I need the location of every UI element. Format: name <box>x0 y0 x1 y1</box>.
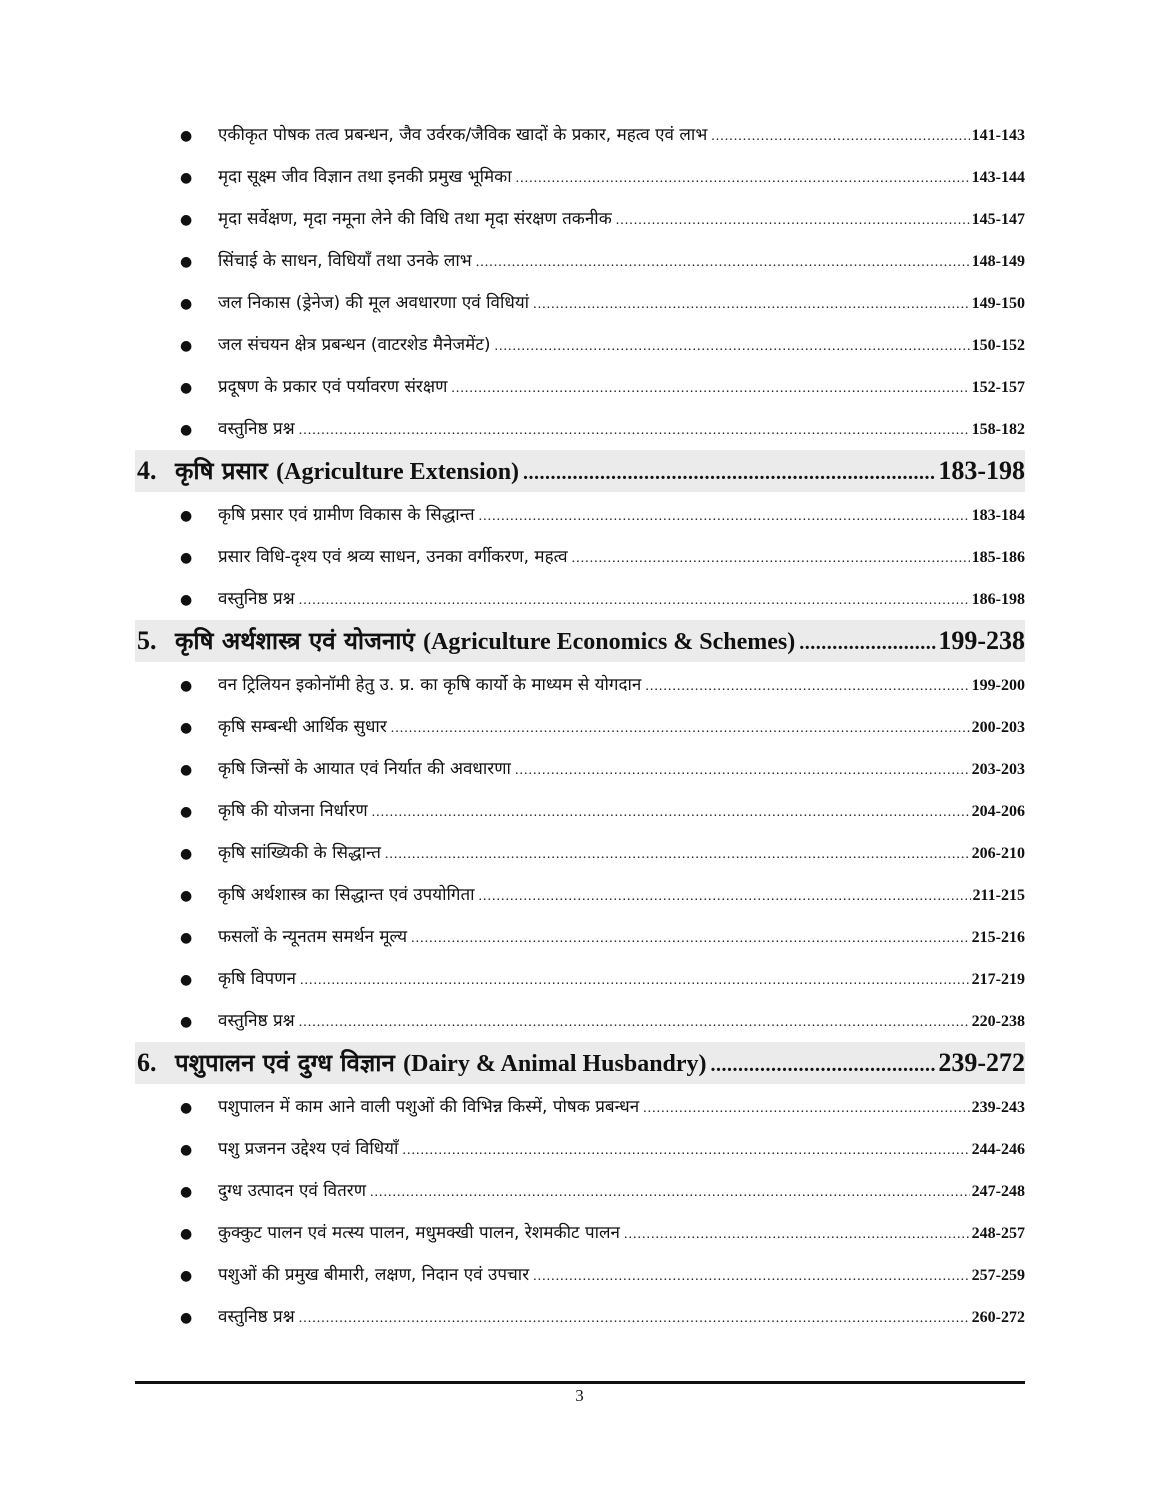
section-title <box>175 1042 711 1085</box>
page-range: 185-186 <box>971 549 1025 566</box>
entry-title: प्रसार विधि-दृश्य एवं श्रव्य साधन, उनका वर्गीकरण, महत्व <box>218 547 568 567</box>
leader-dots <box>372 792 970 834</box>
toc-entry[interactable] <box>135 494 1025 536</box>
page-range: 141-143 <box>971 127 1025 144</box>
section-title-hindi: पशुपालन एवं दुग्ध विज्ञान <box>175 1049 395 1077</box>
page-range: 244-246 <box>971 1141 1025 1158</box>
leader-dots <box>515 750 970 792</box>
entry-title: पशुओं की प्रमुख बीमारी, लक्षण, निदान एवं उपचार <box>218 1265 530 1285</box>
section-title <box>175 620 799 663</box>
bullet-icon: ● <box>180 1226 193 1242</box>
leader-dots <box>479 876 971 918</box>
toc-entry[interactable] <box>135 240 1025 282</box>
entry-title: कुक्कुट पालन एवं मत्स्य पालन, मधुमक्खी पालन, रेशमकीट पालन <box>218 1223 620 1243</box>
section-title-english: (Agriculture Extension) <box>276 459 520 485</box>
toc-entry[interactable] <box>135 578 1025 620</box>
section-title-hindi: कृषि अर्थशास्त्र एवं योजनाएं <box>175 627 415 655</box>
bullet-icon: ● <box>180 422 193 438</box>
bullet-icon: ● <box>180 1100 193 1116</box>
section-number: 4. <box>137 456 157 485</box>
leader-dots <box>299 580 970 622</box>
section-title-hindi: कृषि प्रसार <box>175 457 268 485</box>
leader-dots <box>479 496 970 538</box>
bullet-icon: ● <box>180 550 193 566</box>
leader-dots <box>411 918 970 960</box>
table-of-contents <box>135 114 1025 1338</box>
toc-entry[interactable] <box>135 156 1025 198</box>
page-range: 152-157 <box>971 379 1025 396</box>
section-heading[interactable] <box>135 450 1025 492</box>
page-range: 239-243 <box>971 1099 1025 1116</box>
bullet-icon: ● <box>180 1310 193 1326</box>
bullet-icon: ● <box>180 212 193 228</box>
leader-dots <box>616 200 970 242</box>
page-range: 215-216 <box>971 929 1025 946</box>
leader-dots <box>476 242 970 284</box>
page-range: 149-150 <box>971 295 1025 312</box>
bullet-icon: ● <box>180 930 193 946</box>
bullet-icon: ● <box>180 1014 193 1030</box>
section-title <box>175 450 523 493</box>
leader-dots <box>711 1044 937 1086</box>
section-number: 6. <box>137 1048 157 1077</box>
bullet-icon: ● <box>180 380 193 396</box>
bullet-icon: ● <box>180 888 193 904</box>
leader-dots <box>516 158 970 200</box>
bullet-icon: ● <box>180 804 193 820</box>
toc-entry[interactable] <box>135 874 1025 916</box>
page-range: 183-184 <box>971 507 1025 524</box>
entry-title: कृषि विपणन <box>218 969 296 989</box>
leader-dots <box>523 452 936 494</box>
section-number: 5. <box>137 626 157 655</box>
page-range: 204-206 <box>971 803 1025 820</box>
bullet-icon: ● <box>180 1268 193 1284</box>
page-range: 143-144 <box>971 169 1025 186</box>
entry-title: फसलों के न्यूनतम समर्थन मूल्य <box>218 927 408 947</box>
toc-entry[interactable] <box>135 282 1025 324</box>
bullet-icon: ● <box>180 972 193 988</box>
entry-title: प्रदूषण के प्रकार एवं पर्यावरण संरक्षण <box>218 377 448 397</box>
toc-entry[interactable] <box>135 1296 1025 1338</box>
entry-title: कृषि सांख्यिकी के सिद्धान्त <box>218 843 381 863</box>
section-heading[interactable] <box>135 620 1025 662</box>
entry-title: वस्तुनिष्ठ प्रश्न <box>218 419 295 439</box>
leader-dots <box>451 368 969 410</box>
leader-dots <box>711 116 969 158</box>
toc-entry[interactable] <box>135 664 1025 706</box>
entry-title: कृषि सम्बन्धी आर्थिक सुधार <box>218 717 387 737</box>
page-range: 148-149 <box>971 253 1025 270</box>
leader-dots <box>643 1088 970 1130</box>
leader-dots <box>370 1172 970 1214</box>
section-title-english: (Dairy & Animal Husbandry) <box>403 1051 707 1077</box>
page-range: 183-198 <box>938 456 1025 485</box>
entry-title: वस्तुनिष्ठ प्रश्न <box>218 589 295 609</box>
section-heading[interactable] <box>135 1042 1025 1084</box>
toc-entry[interactable] <box>135 1254 1025 1296</box>
leader-dots <box>385 834 970 876</box>
toc-entry[interactable] <box>135 706 1025 748</box>
page-number: 3 <box>575 1386 584 1405</box>
bullet-icon: ● <box>180 296 193 312</box>
entry-title: पशुपालन में काम आने वाली पशुओं की विभिन्न किस्में, पोषक प्रबन्धन <box>218 1097 640 1117</box>
page-range: 220-238 <box>971 1013 1025 1030</box>
entry-title: वस्तुनिष्ठ प्रश्न <box>218 1011 295 1031</box>
leader-dots <box>624 1214 970 1256</box>
entry-title: वन ट्रिलियन इकोनॉमी हेतु उ. प्र. का कृषि कार्यो के माध्यम से योगदान <box>218 675 642 695</box>
entry-title: कृषि प्रसार एवं ग्रामीण विकास के सिद्धान्त <box>218 505 475 525</box>
bullet-icon: ● <box>180 592 193 608</box>
toc-entry[interactable] <box>135 790 1025 832</box>
leader-dots <box>391 708 970 750</box>
footer-rule <box>135 1381 1025 1384</box>
toc-entry[interactable] <box>135 366 1025 408</box>
page-range: 217-219 <box>971 971 1025 988</box>
entry-title: कृषि की योजना निर्धारण <box>218 801 368 821</box>
page-range: 199-200 <box>971 677 1025 694</box>
bullet-icon: ● <box>180 1142 193 1158</box>
toc-entry[interactable] <box>135 114 1025 156</box>
leader-dots <box>299 1298 970 1340</box>
entry-title: वस्तुनिष्ठ प्रश्न <box>218 1307 295 1327</box>
page-range: 248-257 <box>971 1225 1025 1242</box>
entry-title: पशु प्रजनन उद्देश्य एवं विधियाँ <box>218 1139 399 1159</box>
leader-dots <box>299 410 970 452</box>
leader-dots <box>495 326 970 368</box>
page-range: 211-215 <box>972 887 1025 904</box>
entry-title: सिंचाई के साधन, विधियाँ तथा उनके लाभ <box>218 251 472 271</box>
page-range: 158-182 <box>971 421 1025 438</box>
bullet-icon: ● <box>180 338 193 354</box>
toc-entry[interactable] <box>135 324 1025 366</box>
section-title-english: (Agriculture Economics & Schemes) <box>423 629 796 655</box>
entry-title: जल निकास (ड्रेनेज) की मूल अवधारणा एवं विधियां <box>218 293 530 313</box>
leader-dots <box>572 538 970 580</box>
bullet-icon: ● <box>180 678 193 694</box>
toc-entry[interactable] <box>135 1086 1025 1128</box>
toc-entry[interactable] <box>135 1000 1025 1042</box>
leader-dots <box>300 960 970 1002</box>
toc-entry[interactable] <box>135 1128 1025 1170</box>
bullet-icon: ● <box>180 762 193 778</box>
toc-entry[interactable] <box>135 832 1025 874</box>
leader-dots <box>402 1130 969 1172</box>
toc-entry[interactable] <box>135 198 1025 240</box>
toc-entry[interactable] <box>135 408 1025 450</box>
bullet-icon: ● <box>180 128 193 144</box>
entry-title: मृदा सर्वेक्षण, मृदा नमूना लेने की विधि तथा मृदा संरक्षण तकनीक <box>218 209 612 229</box>
leader-dots <box>533 284 970 326</box>
entry-title: जल संचयन क्षेत्र प्रबन्धन (वाटरशेड मैनेजमेंट) <box>218 335 491 355</box>
page-range: 200-203 <box>971 719 1025 736</box>
page-range: 257-259 <box>971 1267 1025 1284</box>
leader-dots <box>799 622 936 664</box>
bullet-icon: ● <box>180 508 193 524</box>
bullet-icon: ● <box>180 170 193 186</box>
toc-entry[interactable] <box>135 1170 1025 1212</box>
page-range: 150-152 <box>971 337 1025 354</box>
entry-title: एकीकृत पोषक तत्व प्रबन्धन, जैव उर्वरक/जैविक खादों के प्रकार, महत्व एवं लाभ <box>218 125 708 145</box>
bullet-icon: ● <box>180 254 193 270</box>
leader-dots <box>645 666 969 708</box>
bullet-icon: ● <box>180 1184 193 1200</box>
toc-entry[interactable] <box>135 536 1025 578</box>
leader-dots <box>533 1256 970 1298</box>
page-range: 206-210 <box>971 845 1025 862</box>
page-range: 145-147 <box>971 211 1025 228</box>
page-range: 199-238 <box>938 626 1025 655</box>
leader-dots <box>299 1002 970 1044</box>
entry-title: दुग्ध उत्पादन एवं वितरण <box>218 1181 367 1201</box>
entry-title: कृषि अर्थशास्त्र का सिद्धान्त एवं उपयोगिता <box>218 885 475 905</box>
page-range: 260-272 <box>971 1309 1025 1326</box>
page-range: 239-272 <box>938 1048 1025 1077</box>
toc-entry[interactable] <box>135 958 1025 1000</box>
page-range: 247-248 <box>971 1183 1025 1200</box>
toc-entry[interactable] <box>135 1212 1025 1254</box>
toc-entry[interactable] <box>135 916 1025 958</box>
bullet-icon: ● <box>180 720 193 736</box>
page-range: 186-198 <box>971 591 1025 608</box>
page-range: 203-203 <box>971 761 1025 778</box>
entry-title: कृषि जिन्सों के आयात एवं निर्यात की अवधारणा <box>218 759 511 779</box>
bullet-icon: ● <box>180 846 193 862</box>
toc-entry[interactable] <box>135 748 1025 790</box>
entry-title: मृदा सूक्ष्म जीव विज्ञान तथा इनकी प्रमुख भूमिका <box>218 167 512 187</box>
